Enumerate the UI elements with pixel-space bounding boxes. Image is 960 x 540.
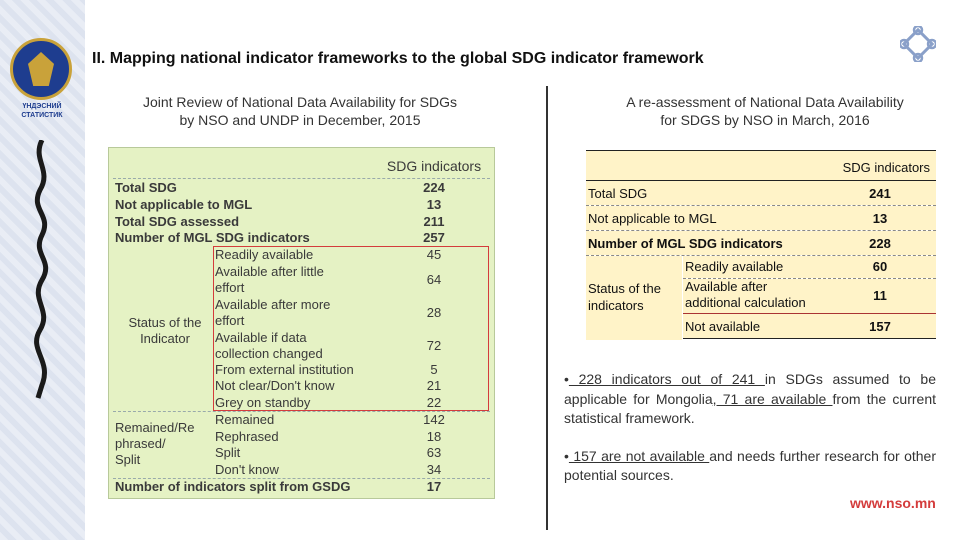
row-label: Available if data	[215, 330, 307, 345]
table-row	[109, 297, 494, 330]
row-label-line2: effort	[215, 280, 245, 295]
row-label: Not applicable to MGL	[115, 197, 253, 212]
row-label: Readily available	[685, 259, 784, 274]
row-label: Split	[215, 445, 241, 460]
table-bottom-rule	[683, 338, 936, 339]
row-value: 17	[426, 479, 442, 494]
status-group-label-line2: indicators	[588, 298, 644, 313]
right-indicator-table	[586, 150, 936, 340]
logo-caption-line1: ҮНДЭСНИЙ	[22, 103, 62, 110]
table-row	[683, 314, 936, 338]
table-row	[109, 197, 494, 214]
finding-1-highlight-b: , 71 are available	[712, 390, 833, 407]
row-label: Remained	[215, 412, 275, 427]
row-value: 63	[426, 445, 442, 460]
finding-1-highlight-a: 228 indicators out of 241	[568, 371, 765, 387]
table-row	[586, 181, 936, 205]
row-value: 28	[426, 305, 442, 320]
row-label: Number of MGL SDG indicators	[115, 230, 310, 245]
table-row	[109, 330, 494, 363]
decorative-side-band	[0, 0, 85, 540]
finding-2	[564, 447, 936, 486]
slide-title: II. Mapping national indicator frameworks to the global SDG indicator framework	[92, 50, 704, 67]
row-value: 157	[869, 319, 891, 334]
row-value: 64	[426, 272, 442, 287]
status-group-label-line1: Status of the	[128, 315, 202, 330]
row-value: 211	[423, 214, 445, 229]
row-value: 18	[426, 429, 442, 444]
table-row	[109, 214, 494, 231]
row-label: Rephrased	[215, 429, 279, 444]
table-row	[109, 247, 494, 264]
logo-caption	[6, 102, 78, 120]
row-value: 13	[872, 211, 888, 226]
row-label	[685, 279, 806, 311]
row-label: Not applicable to MGL	[588, 211, 717, 226]
soyombo-emblem-icon	[28, 52, 54, 86]
row-value: 11	[873, 288, 887, 303]
table-row	[109, 429, 494, 446]
left-subtitle-line1: Joint Review of National Data Availability for SDGs	[142, 94, 458, 110]
key-findings	[564, 370, 936, 504]
row-value: 60	[872, 259, 888, 274]
row-value: 5	[430, 362, 438, 377]
table-header-row	[586, 151, 936, 180]
right-subtitle-line2: for SDGS by NSO in March, 2016	[660, 112, 870, 128]
row-label: Total SDG	[115, 180, 177, 195]
finding-1-text-b: from the current statistical framework.	[564, 390, 936, 426]
row-label: Available after more	[215, 297, 331, 312]
table-row	[109, 378, 494, 395]
row-label: Not available	[685, 319, 761, 334]
row-label: Total SDG	[588, 186, 648, 201]
row-label: Number of MGL SDG indicators	[588, 236, 783, 251]
website-link[interactable]: www.nso.mn	[850, 495, 936, 511]
table-row	[109, 362, 494, 379]
finding-2-highlight: 157 are not available	[568, 447, 710, 464]
row-label: Available after little	[215, 264, 324, 279]
table-row	[683, 279, 936, 313]
row-value: 72	[426, 338, 442, 353]
left-indicator-table	[108, 147, 495, 499]
status-group-label	[588, 280, 661, 314]
right-subtitle	[590, 93, 940, 129]
table-row	[109, 412, 494, 429]
right-table-header: SDG indicators	[842, 160, 930, 175]
right-subtitle-line1: A re-assessment of National Data Availability	[626, 94, 904, 110]
vertical-divider	[546, 86, 548, 530]
row-value: 257	[423, 230, 445, 245]
row-value: 34	[426, 462, 442, 477]
row-value: 22	[426, 395, 442, 410]
row-label: Number of indicators split from GSDG	[115, 479, 351, 494]
row-label: Total SDG assessed	[115, 214, 240, 229]
row-value: 45	[426, 247, 442, 262]
table-row	[109, 180, 494, 197]
table-row	[586, 206, 936, 230]
status-group-cell	[586, 256, 682, 340]
finding-1-text-a: in SDGs assumed to be applicable for Mongolia	[564, 371, 936, 407]
remain-group-label-line1: Remained/Re	[115, 420, 195, 435]
row-label-line2: effort	[215, 313, 245, 328]
bullet-icon: •	[564, 371, 569, 387]
row-value: 21	[426, 378, 442, 393]
table-row	[109, 462, 494, 479]
row-label: Readily available	[215, 247, 314, 262]
remain-group-label-line2: phrased/	[115, 436, 166, 451]
table-row	[109, 395, 494, 412]
row-label-line1: Available after	[685, 279, 768, 294]
table-rule	[113, 178, 490, 179]
table-row	[109, 230, 494, 247]
bullet-icon: •	[564, 447, 569, 464]
table-row	[109, 264, 494, 297]
row-label: Not clear/Don't know	[215, 378, 335, 393]
row-label: Grey on standby	[215, 395, 311, 410]
table-row	[683, 256, 936, 278]
row-label: Don't know	[215, 462, 279, 477]
mongolian-script-decoration-icon	[22, 140, 62, 400]
left-table-header: SDG indicators	[386, 158, 482, 174]
logo-caption-line2: СТАТИСТИК	[21, 112, 63, 119]
row-value: 142	[423, 412, 445, 427]
table-row	[586, 231, 936, 255]
row-label-line2: collection changed	[215, 346, 323, 361]
endless-knot-icon	[900, 26, 936, 62]
row-value: 228	[869, 236, 891, 251]
row-value: 13	[426, 197, 442, 212]
finding-1	[564, 370, 936, 429]
table-row	[109, 445, 494, 462]
status-group-label-line1: Status of the	[588, 281, 661, 296]
remain-group-label-line3: Split	[115, 452, 141, 467]
left-subtitle-line2: by NSO and UNDP in December, 2015	[179, 112, 421, 128]
row-value: 241	[869, 186, 891, 201]
finding-2-text: and needs further research for other potential sources.	[564, 447, 936, 483]
status-group-label-line2: Indicator	[140, 331, 190, 346]
row-value: 224	[423, 180, 445, 195]
table-row	[109, 479, 494, 496]
row-label-line2: additional calculation	[685, 295, 806, 310]
nso-logo	[10, 38, 72, 100]
left-subtitle	[110, 93, 490, 129]
row-label: From external institution	[215, 362, 354, 377]
